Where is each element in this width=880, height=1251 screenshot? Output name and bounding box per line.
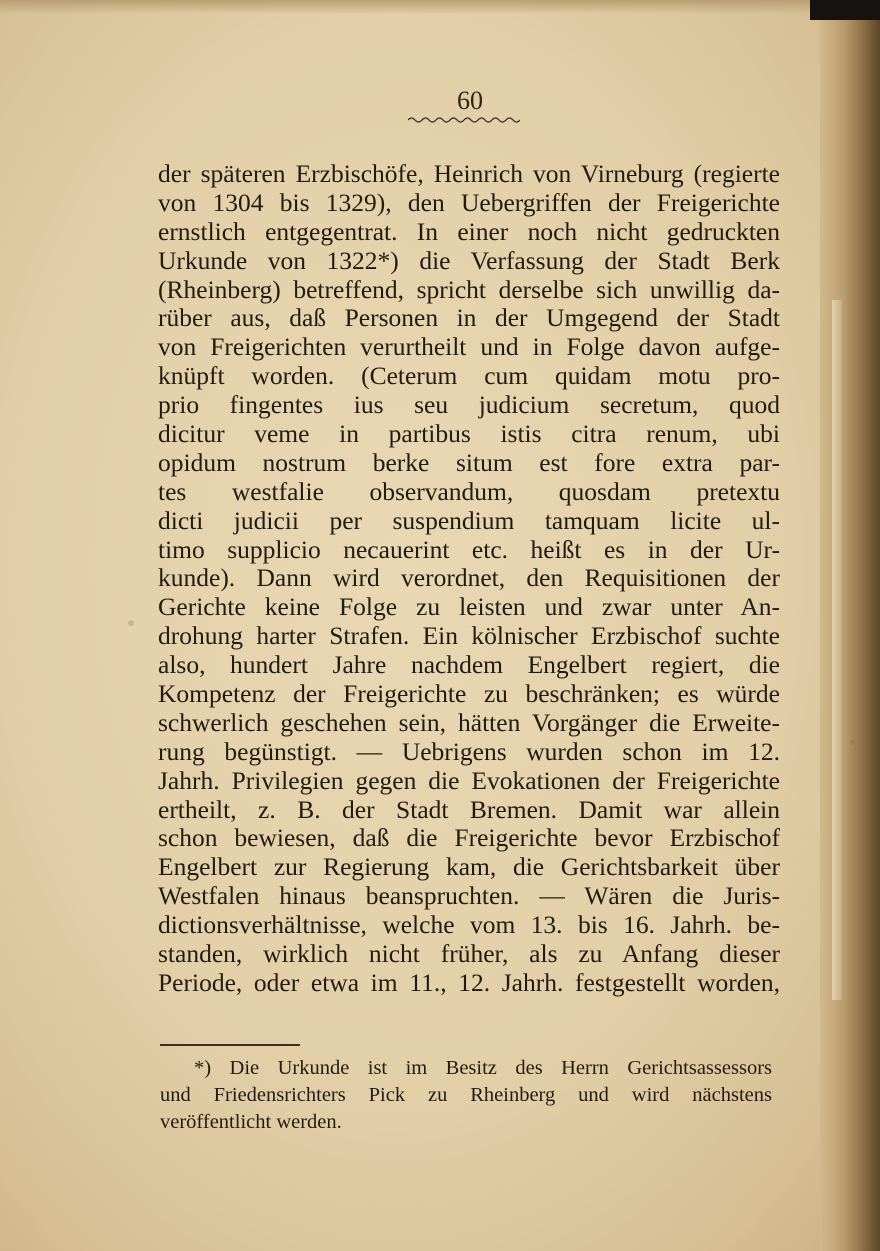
footnote-line: veröffentlicht werden. [160, 1111, 342, 1133]
text-line: Gerichte keine Folge zu leisten und zwar unter An- [158, 592, 780, 622]
text-line: Westfalen hinaus beanspruchten. — Wären die Juris- [158, 881, 780, 911]
footnote-line: und Friedensrichters Pick zu Rheinberg und wird nächstens [160, 1084, 772, 1106]
footnote-line: *) Die Urkunde ist im Besitz des Herrn Gerichtsassessors [194, 1057, 772, 1079]
wavy-ornament-icon [408, 115, 520, 125]
text-line: rung begünstigt. — Uebrigens wurden schon im 12. [158, 736, 780, 766]
text-line: von 1304 bis 1329), den Uebergriffen der Freigerichte [158, 187, 780, 217]
page-number: 60 [457, 86, 483, 115]
text-line: von Freigerichten verurtheilt und in Folge davon aufge- [158, 332, 780, 362]
text-line: Urkunde von 1322*) die Verfassung der Stadt Berk [158, 245, 780, 275]
text-line: drohung harter Strafen. Ein kölnischer Erzbischof suchte [158, 621, 780, 651]
paper-spot [850, 740, 855, 745]
text-line: dicitur veme in partibus istis citra renum, ubi [158, 419, 780, 449]
text-line: Periode, oder etwa im 11., 12. Jahrh. festgestellt worden, [158, 967, 780, 997]
page-right-edge [820, 20, 880, 1251]
text-line: prio fingentes ius seu judicium secretum, quod [158, 390, 780, 420]
text-line: Kompetenz der Freigerichte zu beschränken; es würde [158, 679, 780, 709]
text-line: opidum nostrum berke situm est fore extra par- [158, 447, 780, 477]
text-line: also, hundert Jahre nachdem Engelbert regiert, die [158, 650, 780, 680]
text-line: kunde). Dann wird verordnet, den Requisitionen der [158, 563, 780, 593]
text-line: der späteren Erzbischöfe, Heinrich von Virneburg (regierte [158, 159, 780, 188]
footnote [160, 1055, 772, 1136]
text-line: Jahrh. Privilegien gegen die Evokationen der Freigerichte [158, 765, 780, 795]
text-line: (Rheinberg) betreffend, spricht derselbe sich unwillig da- [158, 274, 780, 304]
page-top-edge [0, 0, 880, 14]
text-line: dicti judicii per suspendium tamquam licite ul- [158, 505, 780, 535]
body-text [158, 160, 780, 998]
text-line: timo supplicio necauerint etc. heißt es in der Ur- [158, 534, 780, 564]
paper-spot [128, 620, 134, 626]
text-line: ertheilt, z. B. der Stadt Bremen. Damit war allein [158, 794, 780, 824]
text-line: rüber aus, daß Personen in der Umgegend der Stadt [158, 303, 780, 333]
text-line: schon bewiesen, daß die Freigerichte bevor Erzbischof [158, 823, 780, 853]
text-line: schwerlich geschehen sein, hätten Vorgänger die Erweite- [158, 707, 780, 737]
text-line: tes westfalie observandum, quosdam pretextu [158, 476, 780, 506]
text-line: standen, wirklich nicht früher, als zu Anfang dieser [158, 939, 780, 969]
page-edge-strip [832, 300, 842, 1000]
text-line: dictionsverhältnisse, welche vom 13. bis 16. Jahrh. be- [158, 910, 780, 940]
footnote-separator [160, 1044, 300, 1046]
text-line: knüpft worden. (Ceterum cum quidam motu pro- [158, 361, 780, 391]
text-line: Engelbert zur Regierung kam, die Gerichtsbarkeit über [158, 852, 780, 882]
scan-background-corner [810, 0, 880, 20]
text-line: ernstlich entgegentrat. In einer noch nicht gedruckten [158, 216, 780, 246]
